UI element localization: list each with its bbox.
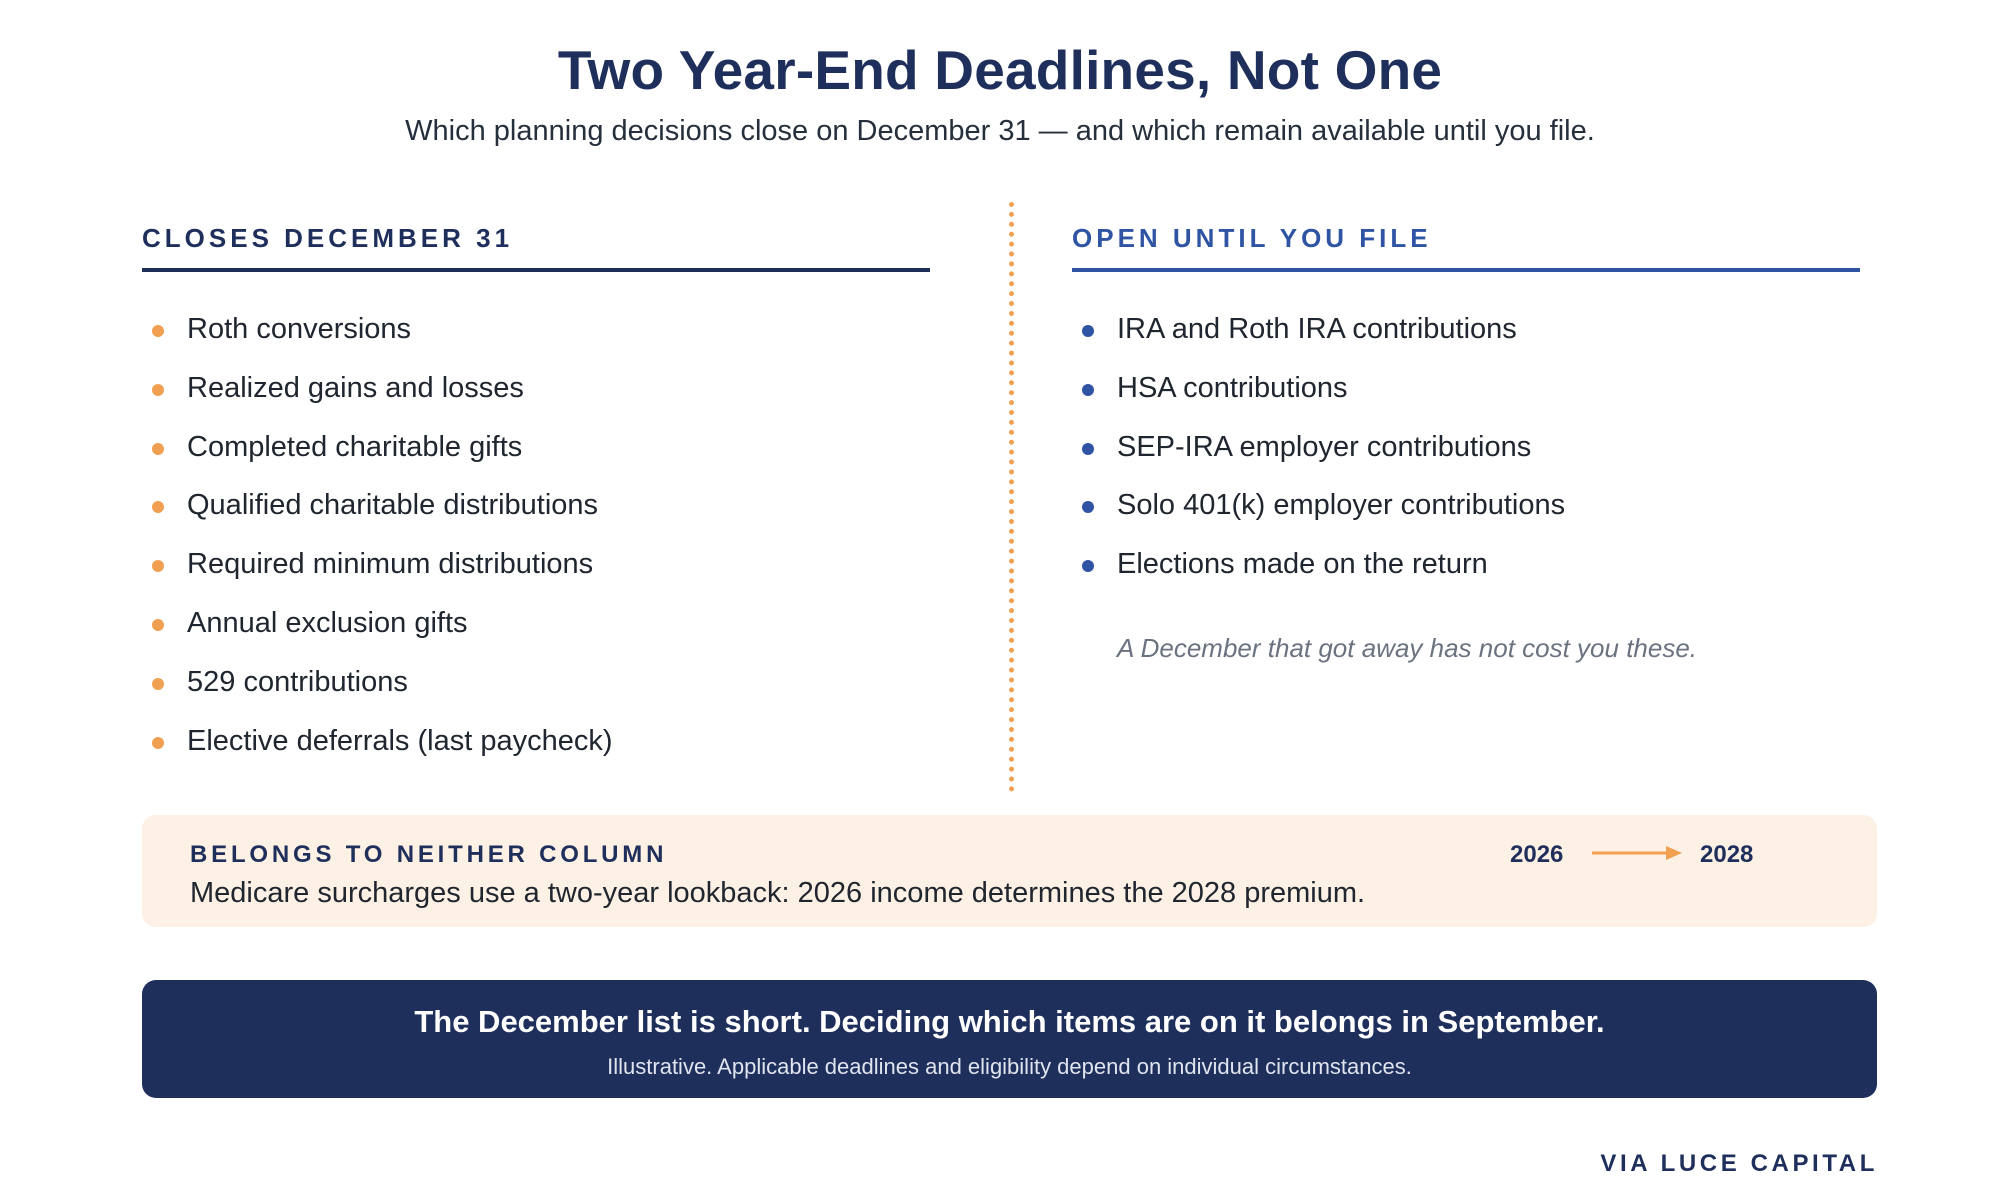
takeaway-banner: [142, 980, 1877, 1098]
bullet-icon: [1082, 325, 1094, 337]
list-item: [142, 594, 930, 653]
bullet-icon: [152, 619, 164, 631]
list-item-label: 529 contributions: [187, 665, 408, 698]
list-item: [142, 476, 930, 535]
bullet-icon: [1082, 560, 1094, 572]
list-item: [1072, 476, 1860, 535]
banner-headline: The December list is short. Deciding which items are on it belongs in September.: [414, 1004, 1605, 1039]
list-item: [1072, 359, 1860, 418]
year-from: 2026: [1510, 841, 1564, 868]
closes-heading-rule: [142, 268, 930, 272]
list-item: [142, 418, 930, 477]
column-divider: [1009, 202, 1014, 792]
list-item-label: Roth conversions: [187, 313, 412, 345]
bullet-icon: [152, 501, 164, 513]
list-item-label: Required minimum distributions: [187, 548, 594, 581]
list-item-label: Elections made on the return: [1117, 548, 1488, 581]
list-item-label: IRA and Roth IRA contributions: [1117, 313, 1517, 345]
page-subtitle: Which planning decisions close on December 31 — and which remain available until you file.: [405, 115, 1595, 147]
list-item-label: SEP-IRA employer contributions: [1117, 430, 1532, 463]
arrow-right-icon: [1592, 843, 1684, 863]
list-item-label: Solo 401(k) employer contributions: [1117, 489, 1566, 522]
list-item: [142, 359, 930, 418]
list-item-label: Elective deferrals (last paycheck): [187, 724, 613, 757]
neither-text: Medicare surcharges use a two-year lookback: 2026 income determines the 2028 premium.: [190, 877, 1366, 909]
list-item: [142, 535, 930, 594]
banner-disclaimer: Illustrative. Applicable deadlines and eligibility depend on individual circumstances.: [607, 1054, 1412, 1079]
page-title: Two Year-End Deadlines, Not One: [557, 39, 1443, 101]
open-heading: OPEN UNTIL YOU FILE: [1072, 223, 1432, 253]
closes-column: [142, 218, 930, 770]
list-item: [142, 653, 930, 712]
bullet-icon: [152, 443, 164, 455]
bullet-icon: [1082, 443, 1094, 455]
bullet-icon: [1082, 501, 1094, 513]
credit-footer: VIA LUCE CAPITAL: [1600, 1150, 1878, 1177]
list-item: [142, 712, 930, 771]
closes-heading: CLOSES DECEMBER 31: [142, 223, 514, 253]
list-item-label: Realized gains and losses: [187, 371, 524, 404]
open-list: [1072, 300, 1860, 594]
year-to: 2028: [1700, 841, 1754, 868]
bullet-icon: [152, 560, 164, 572]
list-item-label: Qualified charitable distributions: [187, 489, 599, 522]
list-item: [1072, 418, 1860, 477]
open-column: [1072, 218, 1860, 594]
list-item-label: HSA contributions: [1117, 371, 1348, 404]
bullet-icon: [1082, 384, 1094, 396]
bullet-icon: [152, 737, 164, 749]
list-item: [1072, 535, 1860, 594]
open-column-note: A December that got away has not cost you these.: [1117, 633, 1698, 663]
list-item-label: Completed charitable gifts: [187, 430, 523, 463]
list-item: [1072, 300, 1860, 359]
bullet-icon: [152, 678, 164, 690]
list-item-label: Annual exclusion gifts: [187, 606, 468, 639]
neither-heading: BELONGS TO NEITHER COLUMN: [190, 841, 668, 868]
bullet-icon: [152, 325, 164, 337]
list-item: [142, 300, 930, 359]
closes-list: [142, 300, 930, 770]
open-heading-rule: [1072, 268, 1860, 272]
bullet-icon: [152, 384, 164, 396]
neither-callout: [142, 815, 1877, 927]
